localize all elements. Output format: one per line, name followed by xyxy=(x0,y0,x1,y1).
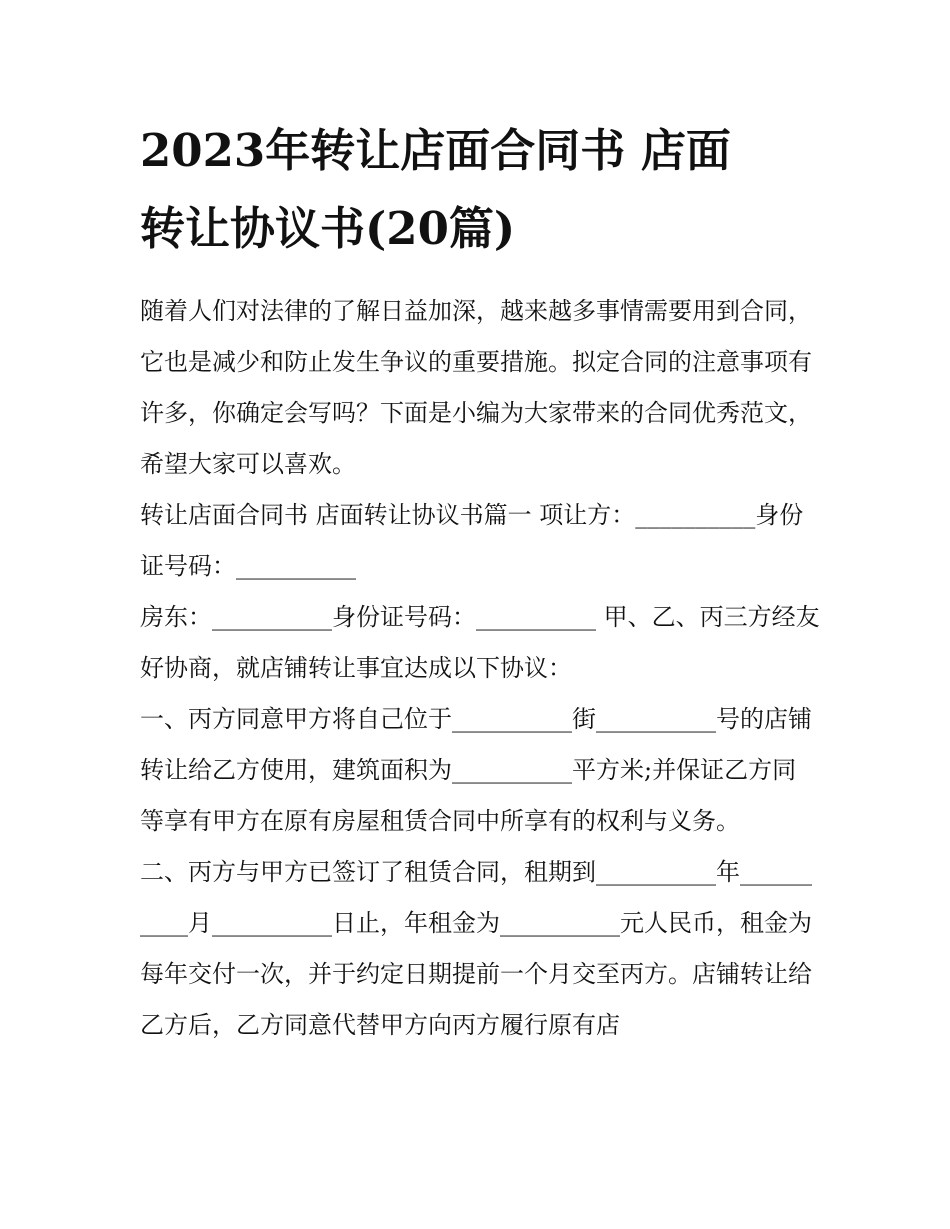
parties-transferor-paragraph: 转让店面合同书 店面转让协议书篇一 项让方：__________身份证号码：__________ xyxy=(140,501,804,580)
parties-landlord-paragraph: 房东：__________身份证号码：__________ 甲、乙、丙三方经友好协商，就店铺转让事宜达成以下协议： xyxy=(140,603,820,682)
title-line-2: 转让协议书(20篇) xyxy=(140,202,516,255)
document-page xyxy=(140,112,820,1051)
intro-paragraph: 随着人们对法律的了解日益加深，越来越多事情需要用到合同，它也是减少和防止发生争议的重要措施。拟定合同的注意事项有许多，你确定会写吗？下面是小编为大家带来的合同优秀范文，希望大家可以喜欢。 xyxy=(140,297,812,478)
title-line-1: 2023年转让店面合同书 店面 xyxy=(140,124,731,177)
clause-two-paragraph: 二、丙方与甲方已签订了租赁合同，租期到__________年__________月__________日止，年租金为__________元人民币，租金为每年交付一次，并于约定日期提前一个月交至丙方。店铺转让给乙方后，乙方同意代替甲方向丙方履行原有店 xyxy=(140,858,812,1039)
document-title xyxy=(140,112,820,268)
clause-one-paragraph: 一、丙方同意甲方将自己位于__________街__________号的店铺转让给乙方使用，建筑面积为__________平方米;并保证乙方同等享有甲方在原有房屋租赁合同中所享有的权利与义务。 xyxy=(140,705,812,835)
